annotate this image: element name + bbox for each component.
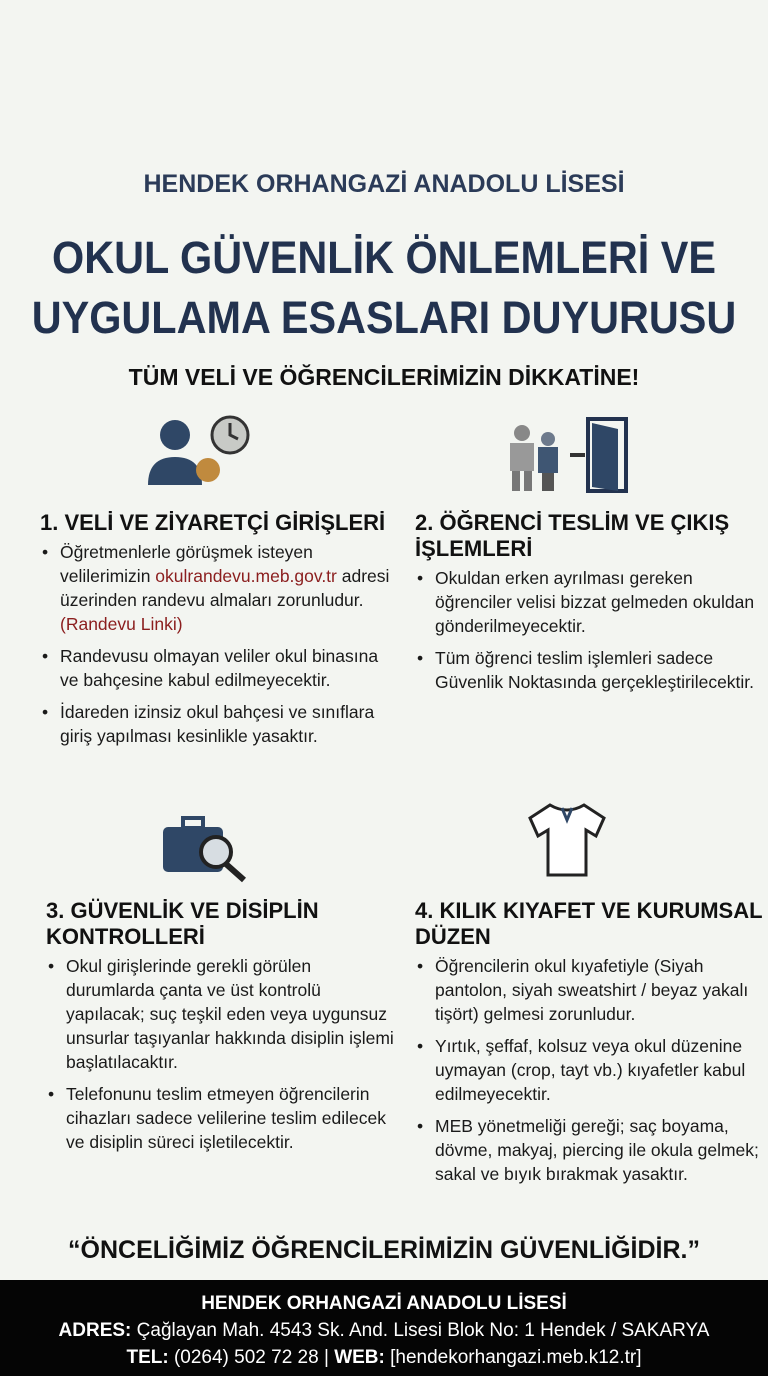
web-label: WEB: [334,1347,385,1368]
footer-school: HENDEK ORHANGAZİ ANADOLU LİSESİ [201,1293,567,1314]
tel-text: (0264) 502 72 28 | [168,1347,335,1368]
footer-contact [0,1344,768,1371]
section-student-pickup [415,510,765,702]
section-security-controls [46,898,396,1162]
exit-door-icon [500,415,635,495]
list-item: • Öğrencilerin okul kıyafetiyle (Siyah pantolon, siyah sweatshirt / beyaz yakalı tişört) gelmesi zorunludur. [415,954,765,1026]
list-item [40,540,390,636]
visitor-clock-icon [140,415,255,495]
item-text: adresi üzerinden randevu almaları zorunludur. [60,566,390,610]
list-item: • Okuldan erken ayrılması gereken öğrenciler velisi bizzat gelmeden okuldan gönderilmeyecektir. [415,566,765,638]
appointment-link[interactable]: (Randevu Linki) [60,614,183,634]
briefcase-search-icon [158,812,253,887]
section-title: 4. KILIK KIYAFET VE KURUMSAL DÜZEN [415,898,763,949]
section-dress-code [415,898,765,1194]
section-title: 3. GÜVENLİK VE DİSİPLİN KONTROLLERİ [46,898,319,949]
footer-address [0,1317,768,1344]
subtitle: TÜM VELİ VE ÖĞRENCİLERİMİZİN DİKKATİNE! [128,364,640,390]
footer [0,1280,768,1376]
motto-quote: “ÖNCELİĞİMİZ ÖĞRENCİLERİMİZİN GÜVENLİĞİDİR.” [68,1236,700,1264]
title-line-1: OKUL GÜVENLİK ÖNLEMLERİ VE [52,232,716,283]
list-item: • Tüm öğrenci teslim işlemleri sadece Güvenlik Noktasında gerçekleştirilecektir. [415,646,765,694]
list-item: • İdareden izinsiz okul bahçesi ve sınıflara giriş yapılması kesinlikle yasaktır. [40,700,390,748]
school-name: HENDEK ORHANGAZİ ANADOLU LİSESİ [143,170,625,198]
appointment-url-link[interactable]: okulrandevu.meb.gov.tr [155,566,337,586]
title-line-2: UYGULAMA ESASLARI DUYURUSU [31,292,737,343]
section-title: 2. ÖĞRENCİ TESLİM VE ÇIKIŞ İŞLEMLERİ [415,510,730,561]
section-title: 1. VELİ VE ZİYARETÇİ GİRİŞLERİ [40,510,386,535]
address-text: Çağlayan Mah. 4543 Sk. And. Lisesi Blok No: 1 Hendek / SAKARYA [131,1320,710,1341]
list-item: • Randevusu olmayan veliler okul binasına ve bahçesine kabul edilmeyecektir. [40,644,390,692]
list-item: • Yırtık, şeffaf, kolsuz veya okul düzenine uymayan (crop, tayt vb.) kıyafetler kabul edilmeyecektir. [415,1034,765,1106]
web-link[interactable]: [hendekorhangazi.meb.k12.tr] [384,1347,642,1368]
list-item: • MEB yönetmeliği gereği; saç boyama, dövme, makyaj, piercing ile okula gelmek; sakal ve bıyık bırakmak yasaktır. [415,1114,765,1186]
address-label: ADRES: [58,1320,132,1341]
tel-label: TEL: [126,1347,169,1368]
list-item: • Okul girişlerinde gerekli görülen durumlarda çanta ve üst kontrolü yapılacak; suç teşkil eden veya uygunsuz unsurlar taşıyanlar hakkında disiplin işlemi başlatılacaktır. [46,954,396,1074]
section-visitor-entry [40,510,390,756]
shirt-icon [522,800,612,880]
list-item: • Telefonunu teslim etmeyen öğrencilerin cihazları sadece velilerine teslim edilecek ve disiplin süreci işletilecektir. [46,1082,396,1154]
item-text: Öğretmenlerle görüşmek isteyen velilerimizin [60,542,313,586]
